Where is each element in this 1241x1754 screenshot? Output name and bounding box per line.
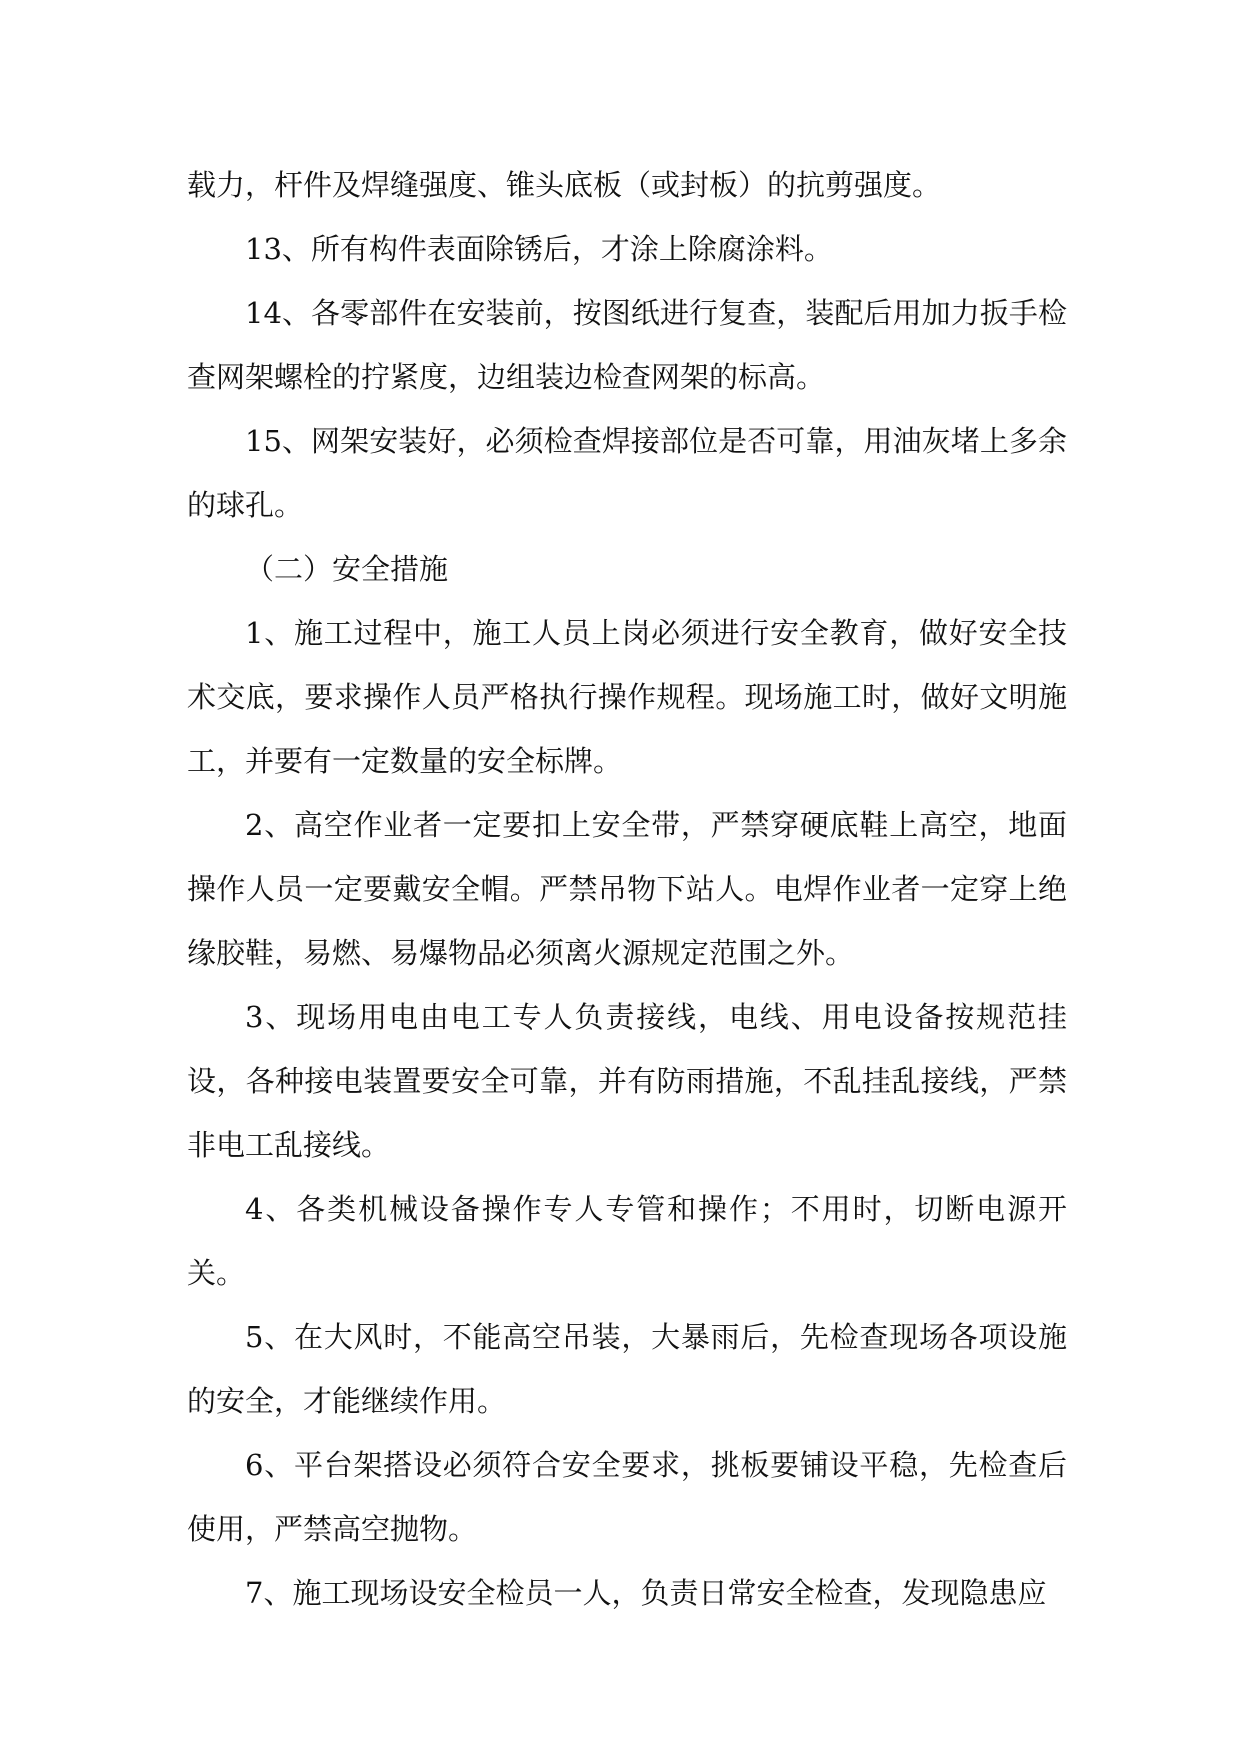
document-body [187,153,1067,1625]
paragraph-safety-5: 5、在大风时，不能高空吊装，大暴雨后，先检查现场各项设施的安全，才能继续作用。 [187,1320,1067,1418]
paragraph-safety-7: 7、施工现场设安全检员一人，负责日常安全检查，发现隐患应 [245,1576,1047,1610]
paragraph-item-14: 14、各零部件在安装前，按图纸进行复查，装配后用加力扳手检查网架螺栓的拧紧度，边组装边检查网架的标高。 [187,296,1067,394]
section-heading-safety: （二）安全措施 [245,552,449,586]
paragraph-continuation: 载力，杆件及焊缝强度、锥头底板（或封板）的抗剪强度。 [187,168,942,202]
paragraph-item-15: 15、网架安装好，必须检查焊接部位是否可靠，用油灰堵上多余的球孔。 [187,424,1067,522]
paragraph-safety-2: 2、高空作业者一定要扣上安全带，严禁穿硬底鞋上高空，地面操作人员一定要戴安全帽。严禁吊物下站人。电焊作业者一定穿上绝缘胶鞋，易燃、易爆物品必须离火源规定范围之外。 [187,808,1067,970]
paragraph-safety-3: 3、现场用电由电工专人负责接线，电线、用电设备按规范挂设，各种接电装置要安全可靠，并有防雨措施，不乱挂乱接线，严禁非电工乱接线。 [187,1000,1067,1162]
paragraph-safety-1: 1、施工过程中，施工人员上岗必须进行安全教育，做好安全技术交底，要求操作人员严格执行操作规程。现场施工时，做好文明施工，并要有一定数量的安全标牌。 [187,616,1067,778]
paragraph-item-13: 13、所有构件表面除锈后，才涂上除腐涂料。 [245,232,833,266]
paragraph-safety-6: 6、平台架搭设必须符合安全要求，挑板要铺设平稳，先检查后使用，严禁高空抛物。 [187,1448,1067,1546]
paragraph-safety-4: 4、各类机械设备操作专人专管和操作；不用时，切断电源开关。 [187,1192,1067,1290]
